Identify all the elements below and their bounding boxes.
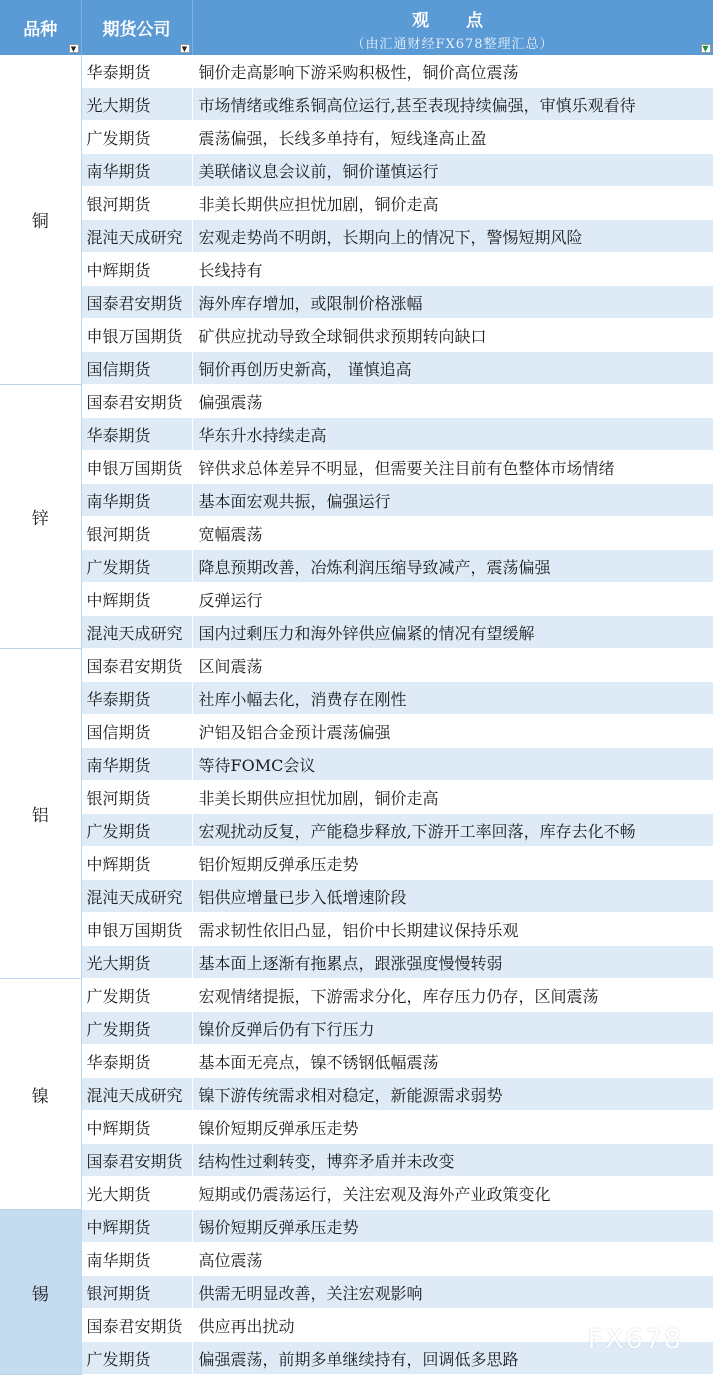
company-cell[interactable]: 中辉期货 [81,1210,192,1243]
company-cell[interactable]: 光大期货 [81,1177,192,1210]
table-row [0,1210,713,1243]
table-row [0,550,713,583]
company-cell[interactable]: 南华期货 [81,1243,192,1276]
header-view-title: 观 点 [412,10,493,31]
view-cell[interactable]: 宽幅震荡 [192,517,713,550]
company-cell[interactable]: 中辉期货 [81,253,192,286]
view-cell[interactable]: 结构性过剩转变，博弈矛盾并未改变 [192,1144,713,1177]
table-row [0,946,713,979]
company-cell[interactable]: 银河期货 [81,187,192,220]
table-row [0,385,713,418]
company-cell[interactable]: 光大期货 [81,88,192,121]
view-cell[interactable]: 降息预期改善，冶炼利润压缩导致减产，震荡偏强 [192,550,713,583]
view-cell[interactable]: 供需无明显改善，关注宏观影响 [192,1276,713,1309]
company-cell[interactable]: 广发期货 [81,121,192,154]
company-cell[interactable]: 国泰君安期货 [81,385,192,418]
watermark-logo: FX678 [587,1324,683,1355]
company-cell[interactable]: 华泰期货 [81,682,192,715]
company-cell[interactable]: 国信期货 [81,715,192,748]
table-row [0,484,713,517]
view-cell[interactable]: 美联储议息会议前，铜价谨慎运行 [192,154,713,187]
view-cell[interactable]: 基本面无亮点，镍不锈钢低幅震荡 [192,1045,713,1078]
table-row [0,715,713,748]
company-cell[interactable]: 华泰期货 [81,55,192,88]
company-cell[interactable]: 混沌天成研究 [81,880,192,913]
view-cell[interactable]: 沪铝及铝合金预计震荡偏强 [192,715,713,748]
view-cell[interactable]: 偏强震荡 [192,385,713,418]
view-cell[interactable]: 反弹运行 [192,583,713,616]
company-cell[interactable]: 银河期货 [81,1276,192,1309]
view-cell[interactable]: 短期或仍震荡运行，关注宏观及海外产业政策变化 [192,1177,713,1210]
table-row [0,154,713,187]
table-row [0,1144,713,1177]
metal-cell[interactable]: 锡 [0,1210,81,1375]
table-row [0,1111,713,1144]
view-cell[interactable]: 宏观走势尚不明朗，长期向上的情况下，警惕短期风险 [192,220,713,253]
view-cell[interactable]: 非美长期供应担忧加剧，铜价走高 [192,187,713,220]
view-cell[interactable]: 镍价短期反弹承压走势 [192,1111,713,1144]
table-row [0,352,713,385]
view-cell[interactable]: 铜价再创历史新高， 谨慎追高 [192,352,713,385]
view-cell[interactable]: 需求韧性依旧凸显，铝价中长期建议保持乐观 [192,913,713,946]
view-cell[interactable]: 社库小幅去化，消费存在刚性 [192,682,713,715]
table-row [0,319,713,352]
table-row [0,1276,713,1309]
view-cell[interactable]: 长线持有 [192,253,713,286]
company-cell[interactable]: 广发期货 [81,979,192,1012]
view-cell[interactable]: 锡价短期反弹承压走势 [192,1210,713,1243]
table-row [0,253,713,286]
company-cell[interactable]: 银河期货 [81,517,192,550]
table-row [0,880,713,913]
company-cell[interactable]: 光大期货 [81,946,192,979]
table-header [0,0,713,55]
company-cell[interactable]: 广发期货 [81,550,192,583]
table-row [0,1012,713,1045]
view-cell[interactable]: 高位震荡 [192,1243,713,1276]
table-row [0,781,713,814]
table-row [0,682,713,715]
company-cell[interactable]: 南华期货 [81,484,192,517]
table-row [0,616,713,649]
company-cell[interactable]: 华泰期货 [81,1045,192,1078]
metal-cell[interactable]: 铜 [0,55,81,385]
company-cell[interactable]: 国信期货 [81,352,192,385]
table-row [0,913,713,946]
table-row [0,286,713,319]
table-row [0,1243,713,1276]
company-cell[interactable]: 中辉期货 [81,1111,192,1144]
company-cell[interactable]: 混沌天成研究 [81,220,192,253]
view-cell[interactable]: 铝价短期反弹承压走势 [192,847,713,880]
company-cell[interactable]: 申银万国期货 [81,451,192,484]
table-row [0,583,713,616]
company-cell[interactable]: 银河期货 [81,781,192,814]
view-cell[interactable]: 镍价反弹后仍有下行压力 [192,1012,713,1045]
view-cell[interactable]: 供应再出扰动 [192,1309,713,1342]
filter-dropdown-icon[interactable]: ▼ [69,44,79,53]
company-cell[interactable]: 国泰君安期货 [81,1309,192,1342]
table-row [0,88,713,121]
header-view[interactable] [192,0,713,55]
view-cell[interactable]: 华东升水持续走高 [192,418,713,451]
table-row [0,220,713,253]
company-cell[interactable]: 广发期货 [81,814,192,847]
header-variety[interactable] [0,0,81,55]
view-cell[interactable]: 震荡偏强，长线多单持有，短线逢高止盈 [192,121,713,154]
company-cell[interactable]: 广发期货 [81,1012,192,1045]
view-cell[interactable]: 基本面宏观共振，偏强运行 [192,484,713,517]
metal-cell[interactable]: 铝 [0,649,81,979]
view-cell[interactable]: 矿供应扰动导致全球铜供求预期转向缺口 [192,319,713,352]
metal-cell[interactable]: 锌 [0,385,81,649]
table-row [0,451,713,484]
company-cell[interactable]: 广发期货 [81,1342,192,1375]
table-row [0,1078,713,1111]
company-cell[interactable]: 混沌天成研究 [81,1078,192,1111]
company-cell[interactable]: 南华期货 [81,748,192,781]
company-cell[interactable]: 中辉期货 [81,583,192,616]
header-company[interactable] [81,0,192,55]
view-cell[interactable]: 海外库存增加，或限制价格涨幅 [192,286,713,319]
table-row [0,1045,713,1078]
view-cell[interactable]: 铝供应增量已步入低增速阶段 [192,880,713,913]
table-row [0,814,713,847]
company-cell[interactable]: 中辉期货 [81,847,192,880]
view-cell[interactable]: 偏强震荡，前期多单继续持有，回调低多思路 [192,1342,713,1375]
view-cell[interactable]: 非美长期供应担忧加剧，铜价走高 [192,781,713,814]
company-cell[interactable]: 申银万国期货 [81,913,192,946]
view-cell[interactable]: 宏观扰动反复，产能稳步释放,下游开工率回落，库存去化不畅 [192,814,713,847]
view-cell[interactable]: 等待FOMC会议 [192,748,713,781]
header-company-label: 期货公司 [102,20,171,40]
table-row [0,121,713,154]
table-row [0,55,713,88]
table-row [0,187,713,220]
table-row [0,517,713,550]
company-cell[interactable]: 申银万国期货 [81,319,192,352]
company-cell[interactable]: 南华期货 [81,154,192,187]
company-cell[interactable]: 国泰君安期货 [81,1144,192,1177]
metal-cell[interactable]: 镍 [0,979,81,1210]
company-cell[interactable]: 华泰期货 [81,418,192,451]
view-cell[interactable]: 区间震荡 [192,649,713,682]
table-row [0,979,713,1012]
filter-active-icon[interactable]: ▼ [702,43,709,53]
view-cell[interactable]: 铜价走高影响下游采购积极性，铜价高位震荡 [192,55,713,88]
company-cell[interactable]: 混沌天成研究 [81,616,192,649]
table-row [0,418,713,451]
view-cell[interactable]: 市场情绪或维系铜高位运行,甚至表现持续偏强，审慎乐观看待 [192,88,713,121]
table-row [0,649,713,682]
view-cell[interactable]: 基本面上逐渐有拖累点，跟涨强度慢慢转弱 [192,946,713,979]
company-cell[interactable]: 国泰君安期货 [81,286,192,319]
view-cell[interactable]: 宏观情绪提振，下游需求分化，库存压力仍存，区间震荡 [192,979,713,1012]
table-body [0,55,713,1375]
table-row [0,847,713,880]
filter-dropdown-icon[interactable]: ▼ [180,44,190,53]
table-row [0,1177,713,1210]
view-cell[interactable]: 国内过剩压力和海外锌供应偏紧的情况有望缓解 [192,616,713,649]
header-view-subtitle: （由汇通财经FX678整理汇总） [351,36,554,52]
table-row [0,748,713,781]
header-variety-label: 品种 [23,20,58,40]
view-cell[interactable]: 镍下游传统需求相对稳定，新能源需求弱势 [192,1078,713,1111]
view-cell[interactable]: 锌供求总体差异不明显，但需要关注目前有色整体市场情绪 [192,451,713,484]
company-cell[interactable]: 国泰君安期货 [81,649,192,682]
